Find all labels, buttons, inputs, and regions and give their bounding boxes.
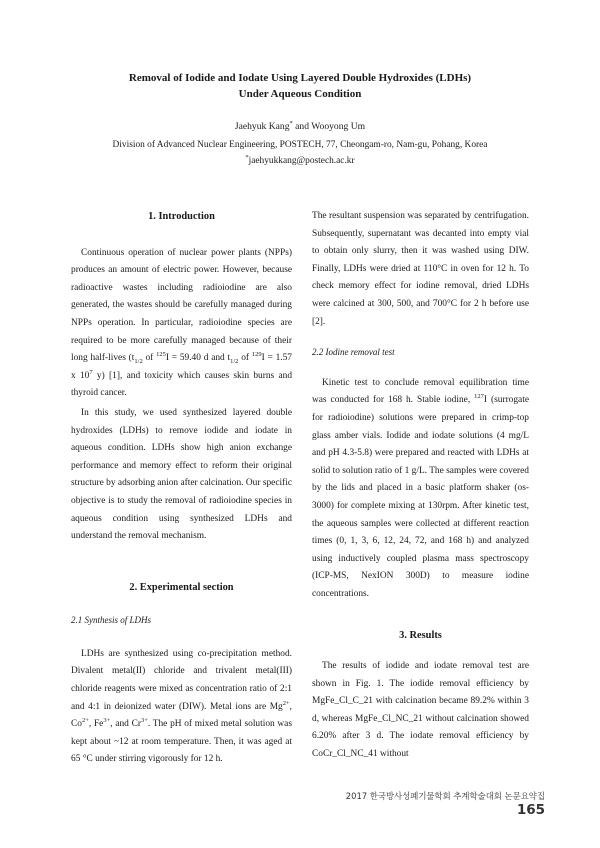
page-number: 165: [516, 802, 545, 818]
email-mark: *: [245, 153, 249, 161]
author-line: [60, 120, 540, 133]
section-heading-experimental: 2. Experimental section: [129, 581, 234, 593]
paper-title: [60, 70, 540, 102]
title-line-2: Under Aqueous Condition: [238, 88, 362, 100]
synthesis-paragraph-continued: The resultant suspension was separated by centrifugation. Subsequently, supernatant was decanted into empty vial to obtain only slurry, then it was washed using DIW. Finally, LDHs were dried at 110°C in oven for 12 h. To check memory effect for iodine removal, dried LDHs were calcined at 300, 500, and 700°C for 2 h before use [2].: [312, 211, 529, 327]
left-column: [71, 208, 292, 769]
intro-paragraph-1: Continuous operation of nuclear power plants (NPPs) produces an amount of electric power. However, because radioactive wastes including radioiodine are also generated, the wastes should be carefully managed during NPPs operation. In particular, radioiodine species are required to be more carefully managed because of their long half-lives ($t_{1/2}$ of $^{125}$I = 59.40 d and $t_{1/2}$ of $^{129}$I = 1.57 x $10^7$ y) [1], and toxicity which causes skin burns and thyroid cancer.: [71, 247, 293, 399]
subsection-heading-iodine-removal: 2.2 Iodine removal test: [312, 347, 395, 358]
affiliation: Division of Advanced Nuclear Engineering, POSTECH, 77, Cheongam-ro, Nam-gu, Pohang, Korea: [112, 140, 488, 150]
email-address[interactable]: jaehyukkang@postech.ac.kr: [248, 156, 355, 166]
results-paragraph: The results of iodide and iodate removal test are shown in Fig. 1. The iodide removal efficiency by MgFe_Cl_C_21 with calcination became 89.2% within 3 d, whereas MgFe_Cl_NC_21 without calcination showed 6.20% after 3 d. The iodate removal efficiency by CoCr_Cl_NC_41 without: [312, 661, 529, 760]
intro-paragraph-2: In this study, we used synthesized layered double hydroxides (LDHs) to remove iodide and iodate in aqueous condition. LDHs show high anion exchange performance and memory effect to reform their original structure by adsorbing anion after calcination. Our specific objective is to study the removal of radioiodine species in aqueous condition using synthesized LDHs and understand the removal mechanism.: [71, 407, 292, 542]
author-2: and Wooyong Um: [292, 121, 366, 132]
synthesis-paragraph: LDHs are synthesized using co-precipitation method. Divalent metal(II) chloride and trivalent metal(III) chloride reagents were mixed as concentration ratio of 2:1 and 4:1 in deionized water (DIW). Metal ions are $Mg^{2+}$, $Co^{2+}$, $Fe^{3+}$, and $Cr^{3+}$. The pH of mixed metal solution was kept about ~12 at room temperature. Then, it was aged at 65 °C under stirring vigorously for 12 h.: [71, 648, 292, 765]
title-line-1: Removal of Iodide and Iodate Using Layered Double Hydroxides (LDHs): [128, 72, 472, 84]
section-heading-results: 3. Results: [399, 630, 442, 642]
subsection-heading-synthesis: 2.1 Synthesis of LDHs: [71, 615, 152, 626]
proceedings-title: 2017 한국방사성폐기물학회 추계학술대회 논문요약집: [345, 791, 545, 801]
section-heading-introduction: 1. Introduction: [148, 211, 215, 222]
email-line: [60, 155, 540, 168]
author-1: Jaehyuk Kang: [234, 121, 290, 132]
corresponding-mark: *: [289, 119, 293, 127]
iodine-removal-paragraph: Kinetic test to conclude removal equilibration time was conducted for 168 h. Stable iodine, $^{127}$I (surrogate for radioiodine) solutions were prepared in crimp-top glass amber vials. Iodide and iodate solutions (4 mg/L and pH 4.3-5.8) were prepared and reacted with LDHs at solid to solution ratio of 1 g/L. The samples were covered by the lids and placed in a basic platform shaker (os-3000) for complete mixing at 130rpm. After kinetic test, the aqueous samples were collected at different reaction times (0, 1, 3, 6, 12, 24, 72, and 168 h) and analyzed using inductively coupled plasma mass spectroscopy (ICP-MS, NexION 300D) to measure iodine concentrations.: [312, 377, 529, 599]
right-column: [312, 208, 529, 764]
page-footer: [330, 790, 545, 818]
